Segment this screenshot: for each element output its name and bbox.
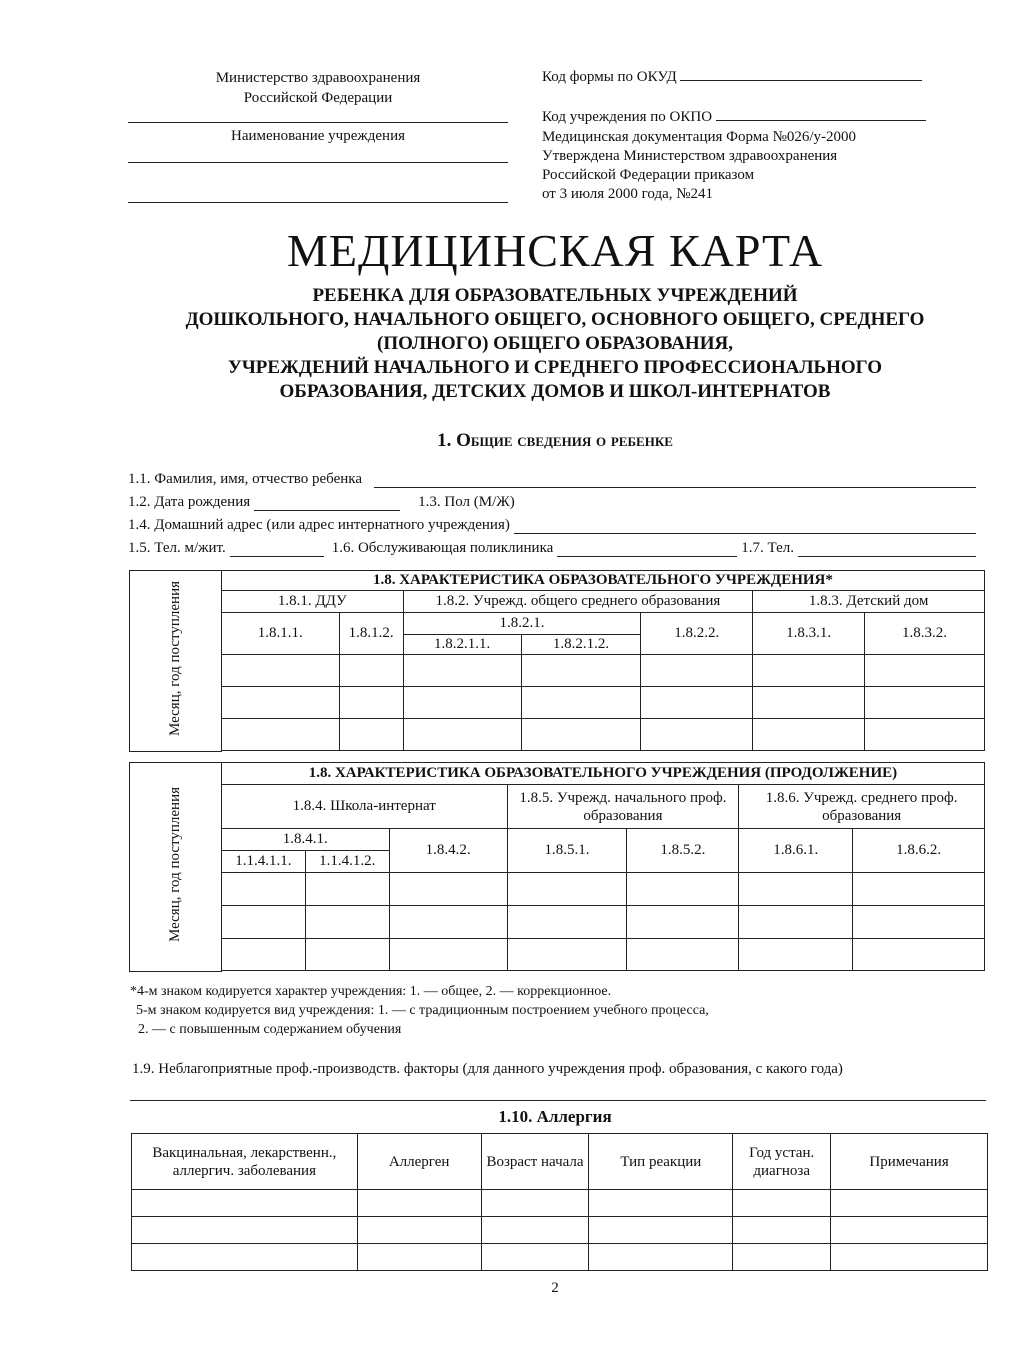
- col-1-8-2-1-1: 1.8.2.1.1.: [403, 635, 521, 655]
- table2-group-primary-prof: 1.8.5. Учрежд. начального проф. образования: [507, 785, 739, 829]
- subtitle-line-1: РЕБЕНКА ДЛЯ ОБРАЗОВАТЕЛЬНЫХ УЧРЕЖДЕНИЙ: [312, 285, 798, 306]
- field-1-1-input[interactable]: [374, 473, 976, 488]
- table1-group-ddu: 1.8.1. ДДУ: [221, 591, 403, 613]
- field-1-7-label: 1.7. Тел.: [741, 540, 795, 556]
- okud-label: Код формы по ОКУД: [542, 69, 677, 85]
- page-number: 2: [551, 1280, 559, 1296]
- field-row-1-1: [128, 468, 980, 488]
- field-1-9-label: 1.9. Неблагоприятные проф.-производств. факторы (для данного учреждения проф. образования, с какого года): [132, 1061, 843, 1077]
- allergy-row: [132, 1217, 988, 1244]
- okud-row: [542, 68, 922, 86]
- doc-approval: [542, 128, 972, 204]
- table2-row: [130, 906, 985, 939]
- field-1-4-label: 1.4. Домашний адрес (или адрес интернатного учреждения): [128, 517, 510, 533]
- col-1-8-6-2: 1.8.6.2.: [853, 829, 985, 873]
- subtitle-line-4: УЧРЕЖДЕНИЙ НАЧАЛЬНОГО И СРЕДНЕГО ПРОФЕССИОНАЛЬНОГО: [227, 357, 883, 378]
- col-1-8-6-1: 1.8.6.1.: [739, 829, 853, 873]
- page-subtitle: [100, 284, 1010, 404]
- field-1-4-input[interactable]: [514, 519, 976, 534]
- doc-line-1: Медицинская документация Форма №026/у-2000: [542, 129, 857, 145]
- entry-date-column: [130, 571, 222, 752]
- col-1-8-5-2: 1.8.5.2.: [627, 829, 739, 873]
- institution-table-1: [129, 570, 985, 752]
- field-1-6-label: 1.6. Обслуживающая поликлиника: [331, 540, 554, 556]
- table2-group-secondary-prof: 1.8.6. Учрежд. среднего проф. образования: [739, 785, 985, 829]
- allergy-table: [131, 1133, 988, 1271]
- okpo-row: [542, 108, 926, 126]
- okud-field[interactable]: [680, 68, 922, 81]
- header-left: [128, 68, 508, 108]
- institution-table-2: [129, 762, 985, 972]
- col-1-8-3-1: 1.8.3.1.: [753, 613, 865, 655]
- footnote-3: 2. — с повышенным содержанием обучения: [138, 1022, 402, 1037]
- col-1-8-2-1: 1.8.2.1.: [403, 613, 641, 635]
- section-1-number: 1.: [437, 430, 452, 451]
- allergy-col-allergen: Аллерген: [357, 1134, 481, 1190]
- allergy-row: [132, 1244, 988, 1271]
- col-1-8-3-2: 1.8.3.2.: [865, 613, 985, 655]
- field-row-1-2: [128, 491, 980, 511]
- field-1-3-label: 1.3. Пол (М/Ж): [418, 494, 515, 510]
- footnote-2: 5-м знаком кодируется вид учреждения: 1. — с традиционным построением учебного процесса,: [136, 1003, 709, 1018]
- table2-row: [130, 939, 985, 971]
- section-1-heading: [0, 430, 1024, 452]
- doc-line-2: Утверждена Министерством здравоохранения: [542, 148, 838, 164]
- table2-row: [130, 873, 985, 906]
- table1-row: [130, 687, 985, 719]
- institution-line-1[interactable]: [128, 122, 508, 123]
- ministry-line-2: Российской Федерации: [243, 90, 393, 106]
- field-1-5-input[interactable]: [230, 542, 324, 557]
- footnote-1: *4-м знаком кодируется характер учреждения: 1. — общее, 2. — коррекционное.: [130, 984, 612, 999]
- col-1-8-1-1: 1.8.1.1.: [221, 613, 339, 655]
- institution-label: Наименование учреждения: [230, 128, 405, 144]
- allergy-col-disease: Вакцинальная, лекарственн., аллергич. заболевания: [132, 1134, 358, 1190]
- field-row-1-4: [128, 514, 980, 534]
- doc-line-4: от 3 июля 2000 года, №241: [542, 186, 714, 202]
- table2-group-boarding: 1.8.4. Школа-интернат: [221, 785, 507, 829]
- col-1-1-4-1-2: 1.1.4.1.2.: [305, 851, 389, 873]
- ministry-line-1: Министерство здравоохранения: [215, 70, 421, 86]
- table1-group-school: 1.8.2. Учрежд. общего среднего образования: [403, 591, 753, 613]
- table2-title: 1.8. ХАРАКТЕРИСТИКА ОБРАЗОВАТЕЛЬНОГО УЧРЕЖДЕНИЯ (ПРОДОЛЖЕНИЕ): [221, 763, 984, 785]
- col-1-8-1-2: 1.8.1.2.: [339, 613, 403, 655]
- allergy-col-year: Год устан. диагноза: [733, 1134, 831, 1190]
- col-1-8-2-1-2: 1.8.2.1.2.: [521, 635, 641, 655]
- entry-date-label-2: Месяц, год поступления: [166, 786, 183, 942]
- doc-line-3: Российской Федерации приказом: [542, 167, 755, 183]
- field-1-2-input[interactable]: [254, 496, 400, 511]
- allergy-col-reaction: Тип реакции: [589, 1134, 733, 1190]
- institution-line-2[interactable]: [128, 162, 508, 163]
- field-row-1-5: [128, 537, 980, 557]
- entry-date-label: Месяц, год поступления: [166, 580, 183, 736]
- subtitle-line-5: ОБРАЗОВАНИЯ, ДЕТСКИХ ДОМОВ И ШКОЛ-ИНТЕРНАТОВ: [279, 381, 831, 402]
- allergy-col-notes: Примечания: [831, 1134, 988, 1190]
- allergy-row: [132, 1190, 988, 1217]
- subtitle-line-3: (ПОЛНОГО) ОБЩЕГО ОБРАЗОВАНИЯ,: [377, 333, 733, 354]
- col-1-1-4-1-1: 1.1.4.1.1.: [221, 851, 305, 873]
- table1-title: 1.8. ХАРАКТЕРИСТИКА ОБРАЗОВАТЕЛЬНОГО УЧРЕЖДЕНИЯ*: [221, 571, 984, 591]
- section-1-title: Общие сведения о ребенке: [456, 430, 673, 451]
- field-1-9-input[interactable]: [130, 1100, 986, 1101]
- allergy-col-age: Возраст начала: [481, 1134, 589, 1190]
- col-1-8-4-1: 1.8.4.1.: [221, 829, 389, 851]
- field-1-5-label: 1.5. Тел. м/жит.: [128, 540, 226, 556]
- field-1-6-input[interactable]: [557, 542, 737, 557]
- allergy-header-row: [132, 1134, 988, 1190]
- col-1-8-2-2: 1.8.2.2.: [641, 613, 753, 655]
- table1-row: [130, 719, 985, 751]
- page-title: МЕДИЦИНСКАЯ КАРТА: [286, 225, 824, 276]
- okpo-field[interactable]: [716, 108, 926, 121]
- col-1-8-4-2: 1.8.4.2.: [389, 829, 507, 873]
- field-1-2-label: 1.2. Дата рождения: [128, 494, 251, 510]
- subtitle-line-2: ДОШКОЛЬНОГО, НАЧАЛЬНОГО ОБЩЕГО, ОСНОВНОГО ОБЩЕГО, СРЕДНЕГО: [185, 309, 925, 330]
- field-1-1-label: 1.1. Фамилия, имя, отчество ребенка: [128, 471, 362, 487]
- institution-line-3[interactable]: [128, 202, 508, 203]
- okpo-label: Код учреждения по ОКПО: [542, 109, 713, 125]
- table1-group-orphanage: 1.8.3. Детский дом: [753, 591, 985, 613]
- field-1-7-input[interactable]: [798, 542, 976, 557]
- allergy-title: 1.10. Аллергия: [498, 1107, 612, 1126]
- entry-date-column-2: [130, 763, 222, 972]
- col-1-8-5-1: 1.8.5.1.: [507, 829, 627, 873]
- table1-row: [130, 655, 985, 687]
